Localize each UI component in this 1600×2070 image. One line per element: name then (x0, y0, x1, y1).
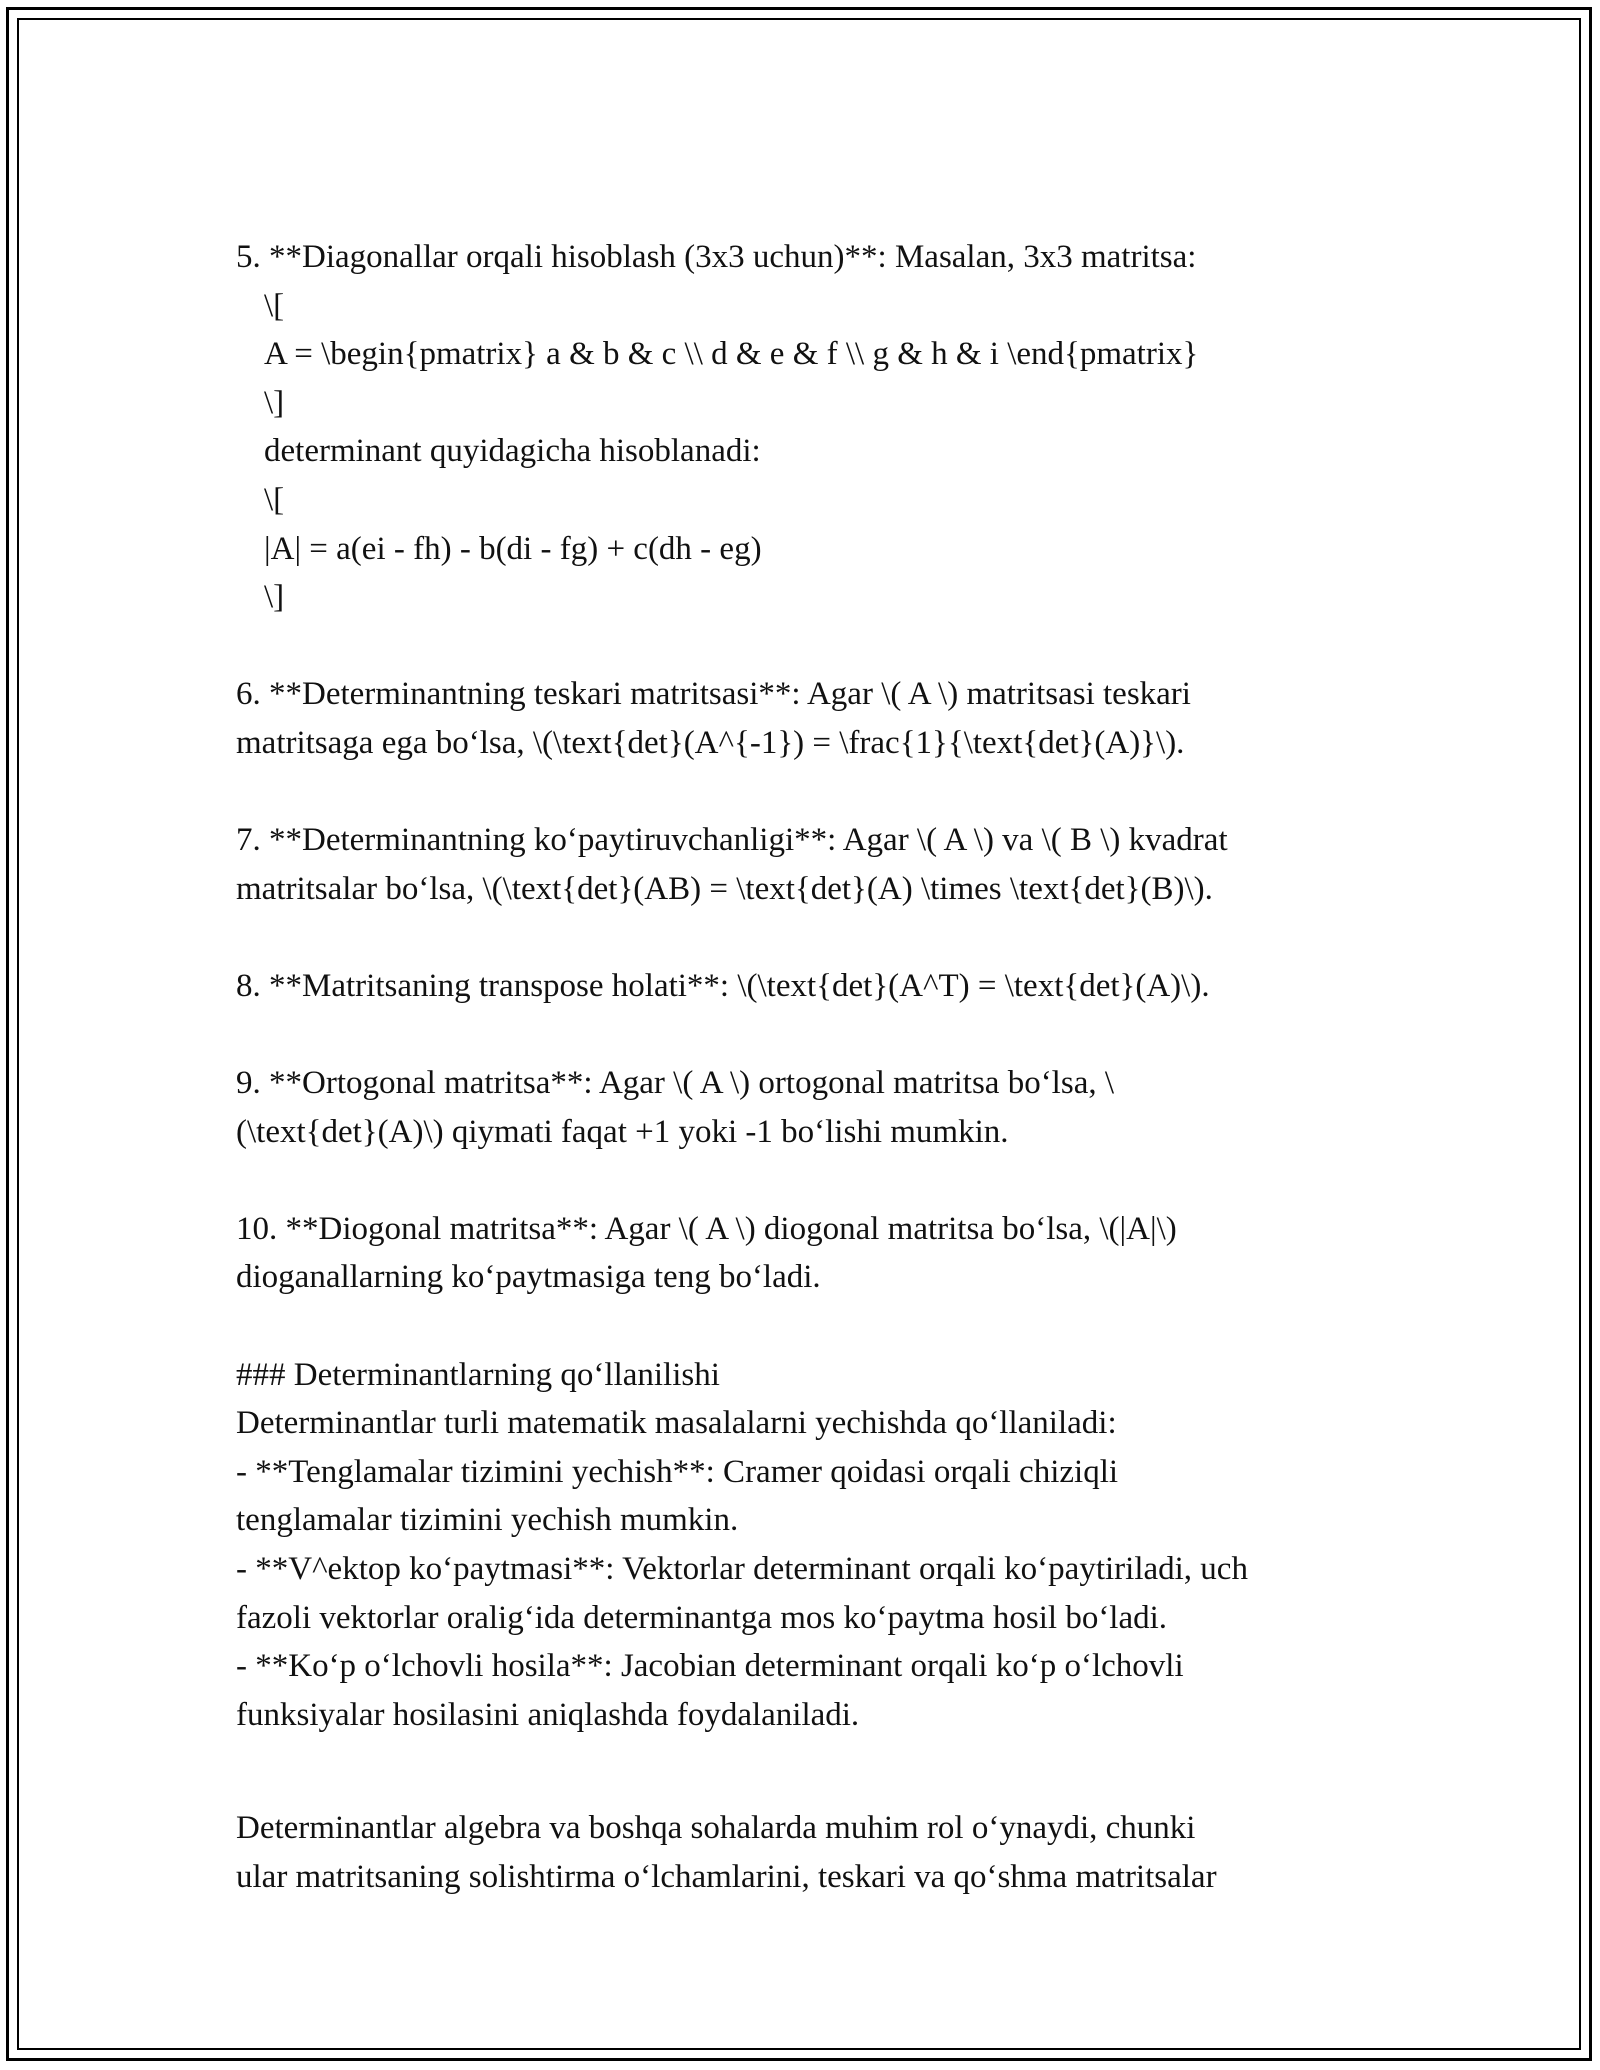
paragraph-gap (236, 1788, 1386, 1804)
item-9 (236, 1059, 1386, 1156)
item-8 (236, 962, 1386, 1011)
paragraph-gap (236, 1156, 1386, 1205)
item-5-line: \[ (264, 481, 285, 518)
item-5-line: \] (264, 579, 285, 616)
item-5 (236, 233, 1386, 622)
conclusion-line: ular matritsaning solishtirma o‘lchamlarini, teskari va qo‘shma matritsalar (236, 1858, 1217, 1895)
section-heading: ### Determinantlarning qo‘llanilishi (236, 1356, 720, 1393)
item-5-line: determinant quyidagicha hisoblanadi: (264, 433, 761, 470)
bullet-item: - **Ko‘p o‘lchovli hosila**: Jacobian determinant orqali ko‘p o‘lchovli (236, 1648, 1184, 1685)
item-7 (236, 816, 1386, 913)
item-5-line: \[ (264, 287, 285, 324)
applications-section (236, 1351, 1386, 1740)
item-5-line: \] (264, 384, 285, 421)
item-7-line: matritsalar bo‘lsa, \(\text{det}(AB) = \text{det}(A) \times \text{det}(B)\). (236, 870, 1213, 907)
bullet-item: - **V^ektop ko‘paytmasi**: Vektorlar determinant orqali ko‘paytiriladi, uch (236, 1551, 1248, 1588)
paragraph-gap (236, 1302, 1386, 1351)
bullet-item-continuation: tenglamalar tizimini yechish mumkin. (236, 1502, 739, 1539)
conclusion-line: Determinantlar algebra va boshqa sohalarda muhim rol o‘ynaydi, chunki (236, 1810, 1196, 1846)
paragraph-gap (236, 913, 1386, 962)
item-6-line: 6. **Determinantning teskari matritsasi**: Agar \( A \) matritsasi teskari (236, 676, 1191, 713)
item-10-line: dioganallarning ko‘paytmasiga teng bo‘ladi. (236, 1259, 821, 1296)
conclusion-paragraph (236, 1804, 1386, 1901)
item-9-line: (\text{det}(A)\) qiymati faqat +1 yoki -1 bo‘lishi mumkin. (236, 1113, 1009, 1150)
item-5-line: A = \begin{pmatrix} a & b & c \\ d & e & f \\ g & h & i \end{pmatrix} (264, 336, 1199, 373)
bullet-item: - **Tenglamalar tizimini yechish**: Cramer qoidasi orqali chiziqli (236, 1453, 1119, 1490)
item-5-line: 5. **Diagonallar orqali hisoblash (3x3 uchun)**: Masalan, 3x3 matritsa: (236, 239, 1197, 275)
item-5-line: |A| = a(ei - fh) - b(di - fg) + c(dh - eg) (264, 530, 762, 567)
section-intro: Determinantlar turli matematik masalalarni yechishda qo‘llaniladi: (236, 1405, 1117, 1442)
bullet-item-continuation: funksiyalar hosilasini aniqlashda foydalaniladi. (236, 1696, 860, 1733)
document-body (236, 233, 1386, 1901)
bullet-item-continuation: fazoli vektorlar oralig‘ida determinantga mos ko‘paytma hosil bo‘ladi. (236, 1599, 1168, 1636)
paragraph-gap (236, 1739, 1386, 1788)
item-7-line: 7. **Determinantning ko‘paytiruvchanligi**: Agar \( A \) va \( B \) kvadrat (236, 822, 1228, 859)
item-9-line: 9. **Ortogonal matritsa**: Agar \( A \) ortogonal matritsa bo‘lsa, \ (236, 1065, 1115, 1102)
item-8-line: 8. **Matritsaning transpose holati**: \(\text{det}(A^T) = \text{det}(A)\). (236, 967, 1210, 1004)
paragraph-gap (236, 622, 1386, 671)
item-10-line: 10. **Diogonal matritsa**: Agar \( A \) diogonal matritsa bo‘lsa, \(|A|\) (236, 1210, 1177, 1247)
paragraph-gap (236, 1011, 1386, 1060)
item-6 (236, 670, 1386, 767)
item-6-line: matritsaga ega bo‘lsa, \(\text{det}(A^{-1}) = \frac{1}{\text{det}(A)}\). (236, 724, 1185, 761)
paragraph-gap (236, 768, 1386, 817)
item-10 (236, 1205, 1386, 1302)
